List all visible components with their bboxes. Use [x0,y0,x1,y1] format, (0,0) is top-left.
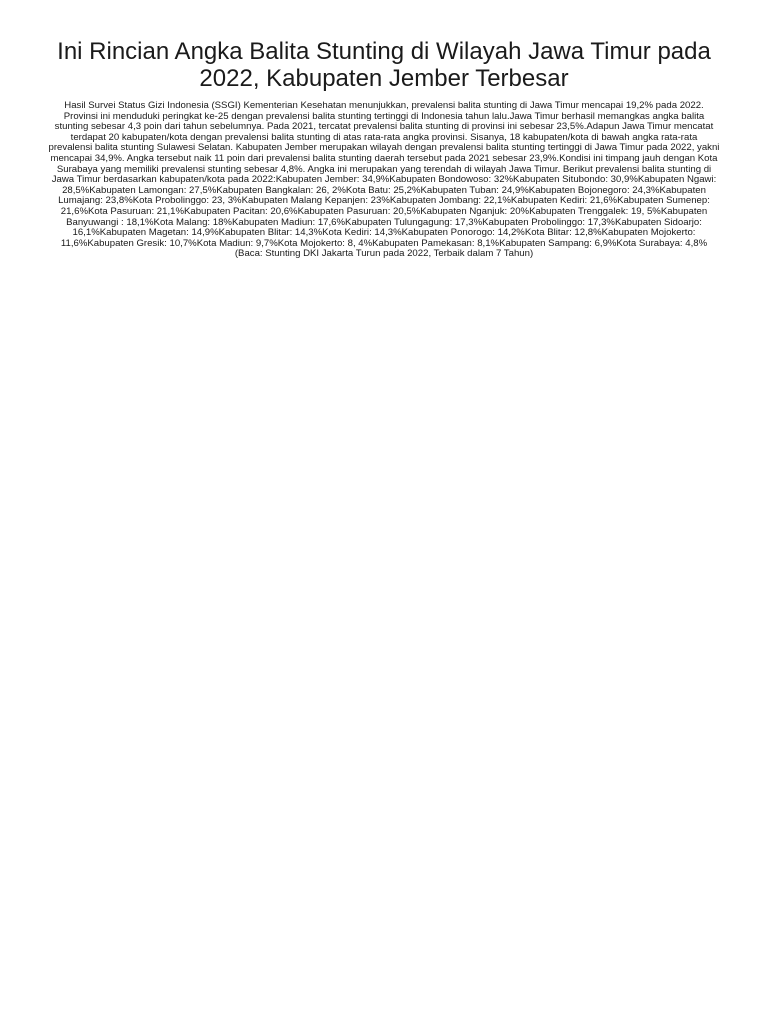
article-title: Ini Rincian Angka Balita Stunting di Wilayah Jawa Timur pada 2022, Kabupaten Jember Terbesar [57,38,711,92]
article-body: Hasil Survei Status Gizi Indonesia (SSGI) Kementerian Kesehatan menunjukkan, prevalensi balita stunting di Jawa Timur mencapai 19,2% pada 2022. Provinsi ini menduduki peringkat ke-25 dengan prevalensi balita stunting tertinggi di Indonesia tahun lalu.Jawa Timur berhasil memangkas angka balita stunting sebesar 4,3 poin dari tahun sebelumnya. Pada 2021, tercatat prevalensi balita stunting di provinsi ini sebesar 23,5%.Adapun Jawa Timur mencatat terdapat 20 kabupaten/kota dengan prevalensi balita stunting di atas rata-rata angka provinsi. Sisanya, 18 kabupaten/kota di bawah angka rata-rata prevalensi balita stunting Sulawesi Selatan. Kabupaten Jember merupakan wilayah dengan prevalensi balita stunting tertinggi di Jawa Timur pada 2022, yakni mencapai 34,9%. Angka tersebut naik 11 poin dari prevalensi balita stunting daerah tersebut pada 2021 sebesar 23,9%.Kondisi ini timpang jauh dengan Kota Surabaya yang memiliki prevalensi stunting sebesar 4,8%. Angka ini merupakan yang terendah di wilayah Jawa Timur. Berikut prevalensi balita stunting di Jawa Timur berdasarkan kabupaten/kota pada 2022:Kabupaten Jember: 34,9%Kabupaten Bondowoso: 32%Kabupaten Situbondo: 30,9%Kabupaten Ngawi: 28,5%Kabupaten Lamongan: 27,5%Kabupaten Bangkalan: 26, 2%Kota Batu: 25,2%Kabupaten Tuban: 24,9%Kabupaten Bojonegoro: 24,3%Kabupaten Lumajang: 23,8%Kota Probolinggo: 23, 3%Kabupaten Malang Kepanjen: 23%Kabupaten Jombang: 22,1%Kabupaten Kediri: 21,6%Kabupaten Sumenep: 21,6%Kota Pasuruan: 21,1%Kabupaten Pacitan: 20,6%Kabupaten Pasuruan: 20,5%Kabupaten Nganjuk: 20%Kabupaten Trenggalek: 19, 5%Kabupaten Banyuwangi : 18,1%Kota Malang: 18%Kabupaten Madiun: 17,6%Kabupaten Tulungagung: 17,3%Kabupaten Probolinggo: 17,3%Kabupaten Sidoarjo: 16,1%Kabupaten Magetan: 14,9%Kabupaten Blitar: 14,3%Kota Kediri: 14,3%Kabupaten Ponorogo: 14,2%Kota Blitar: 12,8%Kabupaten Mojokerto: 11,6%Kabupaten Gresik: 10,7%Kota Madiun: 9,7%Kota Mojokerto: 8, 4%Kabupaten Pamekasan: 8,1%Kabupaten Sampang: 6,9%Kota Surabaya: 4,8%(Baca: Stunting DKI Jakarta Turun pada 2022, Terbaik dalam 7 Tahun) [48,100,720,260]
